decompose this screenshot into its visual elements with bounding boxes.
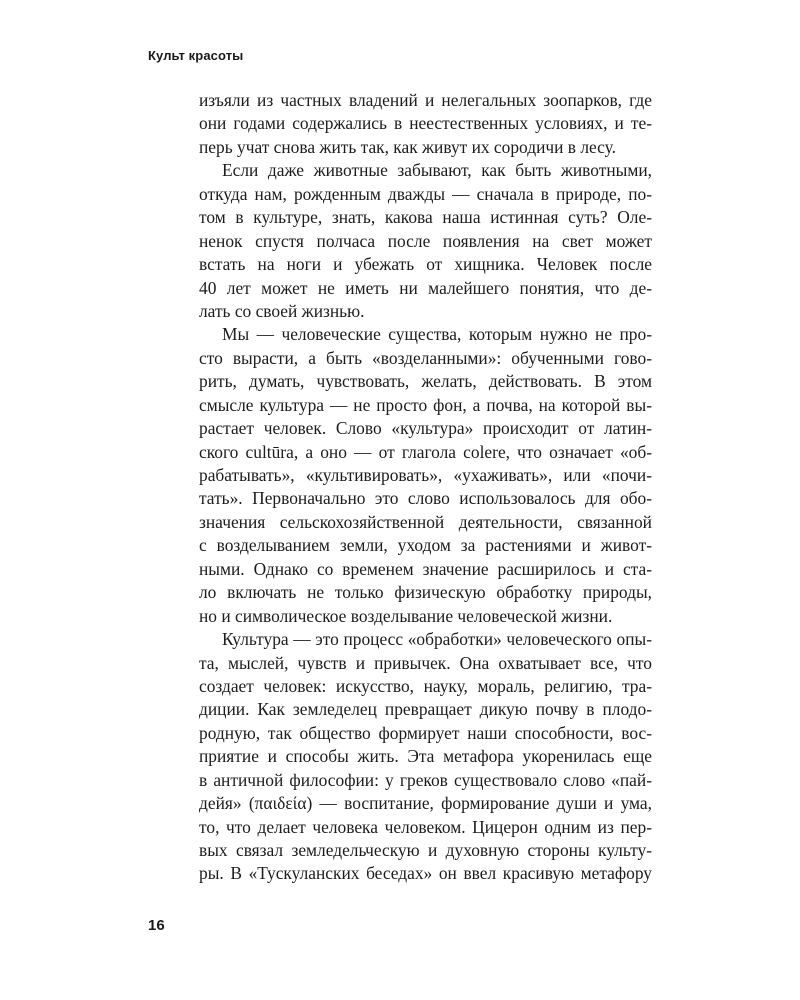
text-line: с возделыванием земли, уходом за растениями и живот- [199,535,652,556]
text-line: ло включать не только физическую обработку природы, [199,582,652,603]
text-line: родную, так общество формирует наши способности, вос- [199,722,652,743]
text-line: тать». Первоначально это слово использовалось для обо- [199,488,652,509]
text-line: дейя» (παιδεία) — воспитание, формирование души и ума, [199,793,652,814]
text-line: диции. Как земледелец превращает дикую почву в плодо- [199,699,652,720]
text-line: 40 лет может не иметь ни малейшего понятия, что де- [199,277,652,298]
text-line: рабатывать», «культивировать», «ухаживать», или «почи- [199,465,652,485]
text-line: перь учат снова жить так, как живут их сородичи в лесу. [199,136,616,157]
text-line: откуда нам, рожденным дважды — сначала в природе, по- [199,183,652,204]
text-line: значения сельскохозяйственной деятельности, связанной [199,511,652,532]
text-line: смысле культура — не просто фон, а почва, на которой вы- [199,394,652,415]
text-line: они годами содержались в неестественных условиях, и те- [199,113,652,134]
text-line: Мы — человеческие существа, которым нужно не про- [222,324,652,345]
text-line: сто вырасти, а быть «возделанными»: обученными гово- [199,347,652,368]
text-line: изъяли из частных владений и нелегальных зоопарков, где [199,90,652,110]
text-line: ры. В «Тускуланских беседах» он ввел красивую метафору [199,863,652,884]
text-line: то, что делает человека человеком. Цицерон одним из пер- [199,816,652,837]
text-line: ненок спустя полчаса после появления на свет может [199,230,652,251]
text-line: растает человек. Слово «культура» происходит от латин- [199,418,652,439]
text-line: создает человек: искусство, науку, мораль, религию, тра- [199,675,652,696]
text-line: та, мыслей, чувств и привычек. Она охватывает все, что [199,652,652,673]
text-line: вых связал земледельческую и духовную стороны культу- [199,840,652,860]
text-line: рить, думать, чувствовать, желать, действовать. В этом [199,371,652,392]
text-line: лать со своей жизнью. [199,300,365,321]
text-line: ными. Однако со временем значение расширилось и ста- [199,558,652,579]
page-number: 16 [148,917,165,934]
text-line: приятие и способы жить. Эта метафора укоренилась еще [199,746,652,767]
running-head: Культ красоты [148,48,244,63]
text-line: в античной философии: у греков существовало слово «пай- [199,769,652,790]
text-line: но и символическое возделывание человеческой жизни. [199,605,613,626]
text-line: том в культуре, знать, какова наша истинная суть? Оле- [199,207,652,228]
text-line: встать на ноги и убежать от хищника. Человек после [199,254,652,275]
text-line: Если даже животные забывают, как быть животными, [222,160,652,181]
text-line: Культура — это процесс «обработки» человеческого опы- [222,629,652,650]
text-line: ского cultūra, а оно — от глагола colere, что означает «об- [199,441,652,462]
body-text [199,89,652,886]
